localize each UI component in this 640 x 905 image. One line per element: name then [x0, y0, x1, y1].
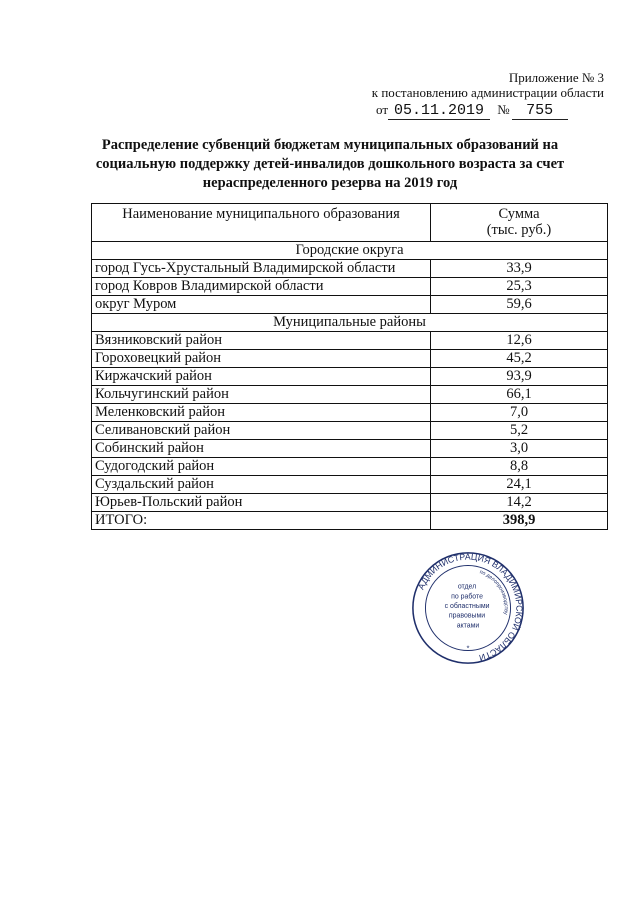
subsidy-amount: 3,0	[431, 440, 608, 458]
table-header-row	[92, 204, 608, 242]
decree-date: 05.11.2019	[388, 102, 490, 120]
subsidy-amount: 25,3	[431, 278, 608, 296]
total-row	[92, 512, 608, 530]
total-label: ИТОГО:	[92, 512, 431, 530]
subsidy-amount: 45,2	[431, 350, 608, 368]
subsidy-amount: 24,1	[431, 476, 608, 494]
table-row	[92, 476, 608, 494]
table-row	[92, 278, 608, 296]
municipality-name: округ Муром	[92, 296, 431, 314]
table-row	[92, 422, 608, 440]
municipality-name: Киржачский район	[92, 368, 431, 386]
subsidy-amount: 7,0	[431, 404, 608, 422]
header-name: Наименование муниципального образования	[92, 204, 431, 242]
total-amount: 398,9	[431, 512, 608, 530]
group-title-urban: Городские округа	[92, 242, 608, 260]
municipality-name: Кольчугинский район	[92, 386, 431, 404]
group-title-districts: Муниципальные районы	[92, 314, 608, 332]
table-row	[92, 458, 608, 476]
table-row	[92, 494, 608, 512]
group2-rows	[92, 332, 608, 512]
document-title	[80, 136, 580, 193]
subsidy-amount: 8,8	[431, 458, 608, 476]
municipality-name: Вязниковский район	[92, 332, 431, 350]
stamp-center-text: отдел по работе с областными правовыми актами	[444, 583, 490, 630]
municipality-name: Меленковский район	[92, 404, 431, 422]
table-row	[92, 368, 608, 386]
subsidy-amount: 59,6	[431, 296, 608, 314]
title-line: социальную поддержку детей-инвалидов дошкольного возраста за счет	[95, 156, 565, 172]
municipality-name: город Гусь-Хрустальный Владимирской области	[92, 260, 431, 278]
subsidy-amount: 93,9	[431, 368, 608, 386]
municipality-name: Селивановский район	[92, 422, 431, 440]
title-line: нераспределенного резерва на 2019 год	[202, 175, 458, 191]
appendix-title: Приложение № 3	[508, 70, 604, 85]
decree-number: 755	[512, 102, 568, 120]
subsidy-table	[91, 203, 608, 530]
appendix-subtitle: к постановлению администрации области	[371, 85, 604, 100]
table-row	[92, 332, 608, 350]
decree-reference	[376, 102, 568, 120]
subsidy-amount: 66,1	[431, 386, 608, 404]
header-sum	[431, 204, 608, 242]
table-row	[92, 350, 608, 368]
municipality-name: Гороховецкий район	[92, 350, 431, 368]
group-row	[92, 242, 608, 260]
group1-rows	[92, 260, 608, 314]
number-prefix: №	[497, 102, 510, 117]
table-row	[92, 404, 608, 422]
title-line: Распределение субвенций бюджетам муниципальных образований на	[101, 137, 559, 153]
municipality-name: Судогодский район	[92, 458, 431, 476]
table-row	[92, 296, 608, 314]
subsidy-amount: 12,6	[431, 332, 608, 350]
table-row	[92, 440, 608, 458]
municipality-name: Суздальский район	[92, 476, 431, 494]
stamp-outer-text: АДМИНИСТРАЦИЯ ВЛАДИМИРСКОЙ ОБЛАСТИ	[415, 551, 525, 663]
stamp-star-icon: *	[466, 643, 470, 653]
subsidy-amount: 5,2	[431, 422, 608, 440]
subsidy-amount: 14,2	[431, 494, 608, 512]
table-row	[92, 260, 608, 278]
municipality-name: Юрьев-Польский район	[92, 494, 431, 512]
date-prefix: от	[376, 102, 389, 117]
official-stamp	[410, 550, 526, 666]
stamp-inner-text: по делопроизводству	[478, 569, 509, 616]
subsidy-amount: 33,9	[431, 260, 608, 278]
municipality-name: Собинский район	[92, 440, 431, 458]
group-row	[92, 314, 608, 332]
municipality-name: город Ковров Владимирской области	[92, 278, 431, 296]
table-row	[92, 386, 608, 404]
header-sum-title: Сумма	[498, 206, 540, 222]
header-sum-unit: (тыс. руб.)	[486, 222, 552, 238]
appendix-header	[364, 70, 604, 100]
